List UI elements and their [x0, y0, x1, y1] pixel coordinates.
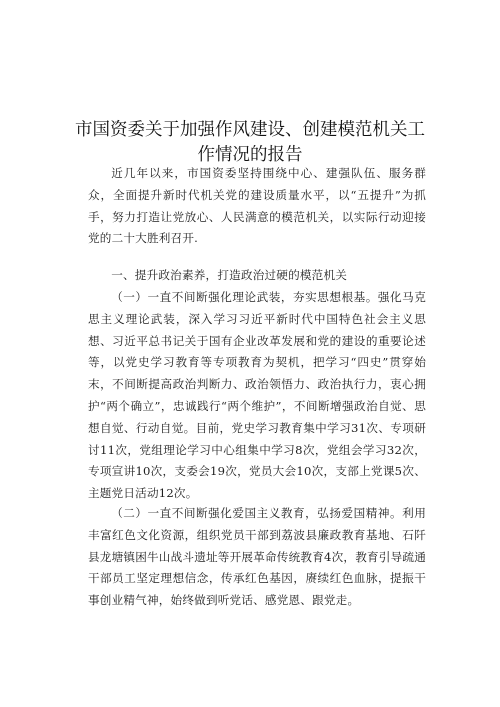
section-heading: 一、提升政治素养，打造政治过硬的模范机关 [111, 268, 348, 282]
document-title-line-1: 市国资委关于加强作风建设、创建模范机关工 [75, 120, 425, 140]
item-paragraph-1: （一）一直不间断强化理论武装，夯实思想根基。强化马克思主义理论武装，深入学习习近平新时代中国特色社会主义思想、习近平总书记关于国有企业改革发展和党的建设的重要论述等，以党史学习教育等专项教育为契机，把学习“四史”贯穿始末，不间断提高政治判断力、政治领悟力、政治执行力，衷心拥护“两个确立”，忠诚践行“两个维护”，不间断增强政治自觉、思想自觉、行动自觉。目前，党史学习教育集中学习31次、专项研讨11次，党组理论学习中心组集中学习8次，党组会学习32次，专项宣讲10次，支委会19次，党员大会10次，支部上党课5次、主题党日活动12次。 [88, 290, 426, 501]
intro-paragraph: 近几年以来，市国资委坚持围绕中心、建强队伍、服务群众，全面提升新时代机关党的建设质量水平，以“五提升”为抓手，努力打造让党放心、人民满意的模范机关，以实际行动迎接党的二十大胜利召开. [88, 166, 426, 246]
document-title [60, 118, 440, 168]
document-title-line-2: 作情况的报告 [197, 145, 303, 165]
item-paragraph-2: （二）一直不间断强化爱国主义教育，弘扬爱国精神。利用丰富红色文化资源，组织党员干部到荔波县廉政教育基地、石阡县龙塘镇困牛山战斗遗址等开展革命传统教育4次，教育引导疏通干部员工坚定理想信念，传承红色基因，赓续红色血脉，提振干事创业精气神，始终做到听党话、感党恩、跟党走。 [88, 506, 426, 608]
